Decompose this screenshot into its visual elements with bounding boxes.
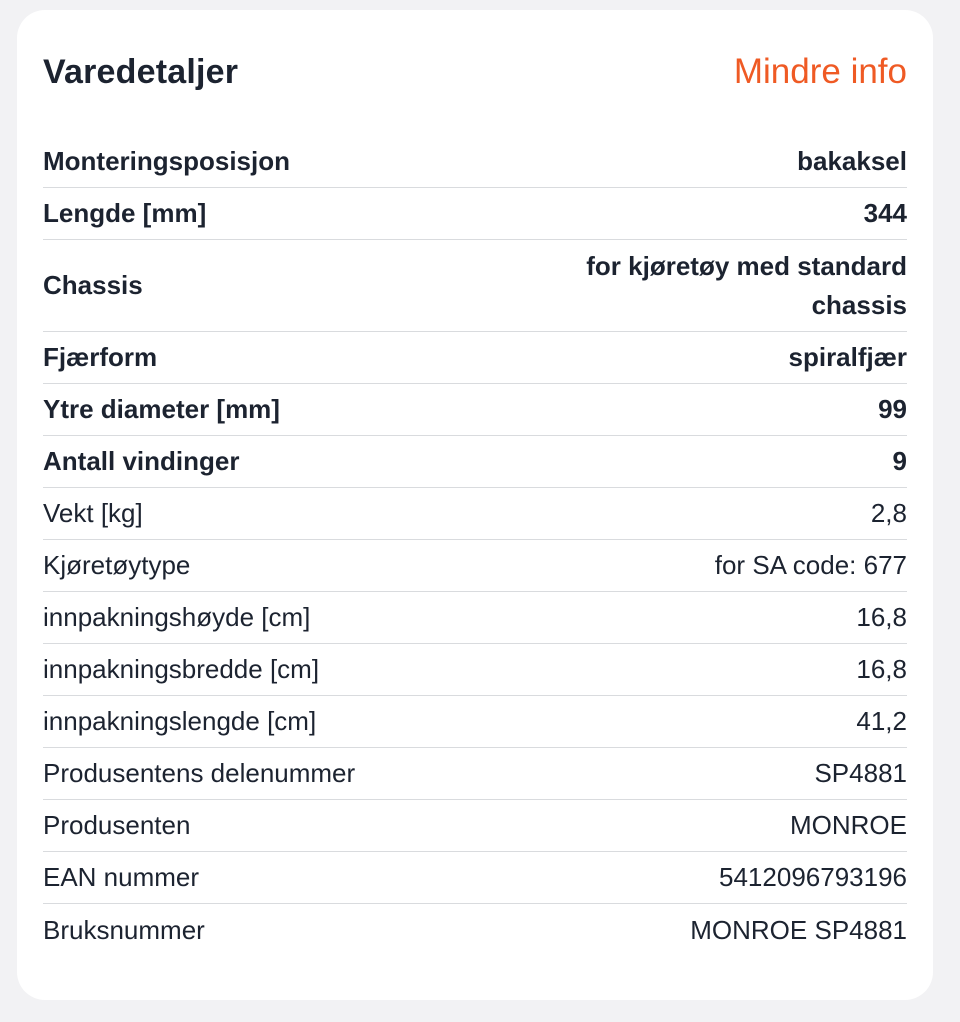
spec-value: 5412096793196	[719, 862, 907, 892]
spec-value: SP4881	[814, 758, 907, 788]
spec-label: Antall vindinger	[43, 446, 240, 476]
spec-label: Vekt [kg]	[43, 498, 143, 528]
spec-value: for kjøretøy med standard chassis	[586, 250, 907, 320]
spec-label: Produsenten	[43, 810, 191, 840]
spec-row	[43, 540, 907, 592]
spec-value: bakaksel	[797, 146, 907, 176]
spec-row	[43, 852, 907, 904]
spec-value: 344	[863, 198, 907, 228]
spec-row	[43, 592, 907, 644]
spec-label: Produsentens delenummer	[43, 758, 356, 788]
spec-value: spiralfjær	[788, 342, 907, 372]
spec-label: innpakningshøyde [cm]	[43, 602, 311, 632]
spec-value: 16,8	[856, 602, 907, 632]
card-title: Varedetaljer	[43, 52, 239, 91]
spec-row	[43, 384, 907, 436]
spec-value: for SA code: 677	[714, 550, 907, 580]
less-info-link[interactable]: Mindre info	[733, 52, 907, 91]
spec-label: Ytre diameter [mm]	[43, 394, 280, 424]
spec-label: Chassis	[43, 270, 143, 300]
spec-label: Lengde [mm]	[43, 198, 207, 228]
spec-row	[43, 904, 907, 956]
spec-value: MONROE SP4881	[690, 914, 907, 945]
spec-row	[43, 240, 907, 332]
spec-row	[43, 696, 907, 748]
spec-label: innpakningslengde [cm]	[43, 706, 317, 736]
spec-row	[43, 644, 907, 696]
spec-value: 16,8	[856, 654, 907, 684]
spec-label: Bruksnummer	[43, 914, 205, 945]
spec-value: 2,8	[870, 498, 907, 528]
spec-value: 9	[892, 446, 907, 476]
spec-value: 99	[878, 394, 907, 424]
spec-label: EAN nummer	[43, 862, 200, 892]
item-details-card	[17, 10, 933, 1000]
spec-label: Fjærform	[43, 342, 158, 372]
spec-row	[43, 332, 907, 384]
spec-label: Monteringsposisjon	[43, 146, 290, 176]
spec-row	[43, 800, 907, 852]
spec-value: 41,2	[856, 706, 907, 736]
spec-row	[43, 748, 907, 800]
spec-label: innpakningsbredde [cm]	[43, 654, 320, 684]
spec-row	[43, 188, 907, 240]
spec-list	[43, 136, 907, 956]
spec-row	[43, 436, 907, 488]
spec-label: Kjøretøytype	[43, 550, 191, 580]
card-header	[43, 10, 907, 136]
spec-row	[43, 136, 907, 188]
spec-value: MONROE	[790, 810, 907, 840]
spec-row	[43, 488, 907, 540]
